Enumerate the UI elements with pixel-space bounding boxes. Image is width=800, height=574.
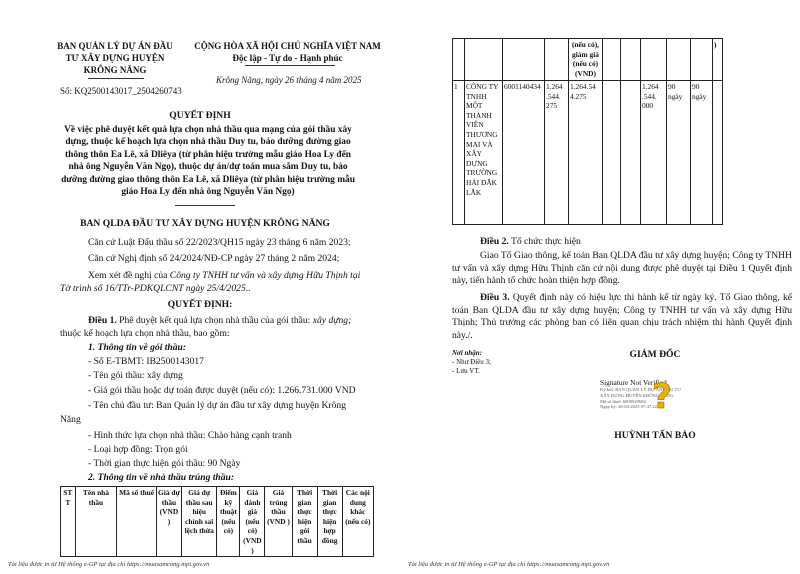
article-2-body: Giao Tổ Giao thông, kế toán Ban QLDA đầu tư xây dựng huyện; Công ty TNHH tư vấn và xây dựng Hữu Thịnh căn cứ nội dung được phê duyệt tại Điều 1 Quyết định này, tiến hành tổ chức hoàn thiện hợp đồng. — [452, 250, 792, 287]
cell-contract-duration: 90 ngày — [691, 81, 713, 225]
article-3-body: Quyết định này có hiệu lực thi hành kể từ ngày ký. Tổ Giao thông, kế toán Ban QLDA đầu tư xây dựng huyện; Công ty TNHH tư vấn và xây dựng Hữu Thịnh; Thủ trưởng các phòng ban có liên quan chịu trách nhiệm thi hành Quyết định này./. — [452, 292, 793, 341]
national-header — [180, 40, 395, 64]
legal-basis-1: Căn cứ Luật Đấu thầu số 22/2023/QH15 ngày 23 tháng 6 năm 2023; — [88, 237, 351, 248]
place-date: Krông Năng, ngày 26 tháng 4 năm 2025 — [216, 75, 362, 85]
issuing-authority: BAN QLDA ĐẦU TƯ XÂY DỰNG HUYỆN KRÔNG NĂNG — [80, 218, 330, 229]
contract-type: - Loại hợp đồng: Trọn gói — [88, 444, 188, 455]
cell-contractor-name: CÔNG TY TNHH MỘT THÀNH VIÊN THƯƠNG MẠI VÀ XÂY DỰNG TRƯỜNG HẢI ĐẮK LẮK — [465, 81, 503, 225]
cell-package-duration: 90 ngày — [667, 81, 691, 225]
signature-line: Ký bởi: BAN QUẢN LÝ DỰ ÁN ĐẦU TƯ — [600, 387, 681, 392]
recipient-1: - Như Điều 3; — [452, 358, 491, 366]
header-tail-cell — [641, 39, 667, 81]
right-footer: Tài liệu được in từ Hệ thống e-GP tại địa chỉ https://muasamcong.mpi.gov.vn — [408, 561, 610, 568]
cell-bid-price: 1.264 .544. 275 — [545, 81, 569, 225]
table-header-tail-row — [453, 39, 723, 81]
legal-basis-3 — [60, 270, 400, 295]
article-1-label: Điều 1. — [88, 315, 117, 326]
subject-line: thông thôn Ea Lê, xã Dliêya (từ phân hiệu trường mẫu giáo Hoa Ly đến — [64, 149, 351, 160]
col-corrected-price: Giá dự thầu sau hiệu chỉnh sai lệch thừa — [181, 487, 216, 557]
header-tail-cell — [503, 39, 545, 81]
basis3-submission: Tờ trình số 16/TTr-PDKQLCNT ngày 25/4/2025 — [60, 282, 246, 294]
selection-method: - Hình thức lựa chọn nhà thầu: Chào hàng cạnh tranh — [88, 430, 292, 441]
header-tail-cell — [465, 39, 503, 81]
signature-line: Mã số thuế: 6000929684 — [600, 398, 646, 404]
section-package-info: 1. Thông tin về gói thầu: — [88, 342, 187, 353]
col-stt: ST T — [61, 487, 76, 557]
recipient-2: - Lưu VT. — [452, 367, 480, 375]
subject-underline — [175, 205, 235, 206]
decision-subject — [58, 124, 358, 198]
header-tail-cell — [621, 39, 641, 81]
article-3-label: Điều 3. — [480, 292, 510, 303]
subject-line: giáo Hoa Ly đến nhà ông Nguyễn Văn Ngọ) — [121, 187, 295, 198]
table-row — [453, 81, 723, 225]
cell-evaluated-price — [621, 81, 641, 225]
header-tail-cell — [453, 39, 465, 81]
investor-name-cont: Năng — [60, 414, 81, 425]
cell-technical-score — [603, 81, 621, 225]
article-1-text: Phê duyệt kết quả lựa chọn nhà thầu của gói thầu: — [116, 315, 313, 326]
col-bid-price: Giá dự thầu (VND ) — [156, 487, 181, 557]
investor-name: - Tên chủ đầu tư: Ban Quản lý dự án đầu tư xây dựng huyện Krông — [88, 400, 347, 411]
subject-line: dựng, thuộc kế hoạch lựa chọn nhà thầu Duy tu, bảo dưỡng đường giao — [65, 137, 351, 148]
col-other: Các nội dung khác (nếu có) — [342, 487, 373, 557]
package-name: - Tên gói thầu: xây dựng — [88, 370, 183, 381]
signature-line: Ngày ký: 26-04-2025 07:47:22 — [600, 404, 658, 410]
col-technical-score: Điểm kỹ thuật (nếu có) — [217, 487, 240, 557]
cell-tax-code: 6001140434 — [503, 81, 545, 225]
basis3-prefix: Xem xét đề nghị của — [88, 270, 170, 281]
cell-stt: 1 — [453, 81, 465, 225]
cell-corrected-price: 1.264.54 4.275 — [569, 81, 603, 225]
winner-table-header — [60, 486, 374, 557]
article-1-line2: thuộc kế hoạch lựa chọn nhà thầu, bao gồm: — [60, 327, 230, 339]
country-name: CỘNG HÒA XÃ HỘI CHỦ NGHĨA VIỆT NAM — [194, 41, 381, 51]
org-underline — [88, 78, 144, 79]
col-contractor-name: Tên nhà thầu — [75, 487, 117, 557]
issuing-org — [50, 40, 180, 76]
signer-title: GIÁM ĐỐC — [629, 349, 681, 360]
article-3 — [452, 292, 792, 342]
digital-signature-stamp — [600, 378, 720, 412]
right-page — [400, 0, 800, 574]
header-tail-cell: (nếu có), giảm giá (nếu có) (VND) — [569, 39, 603, 81]
subject-line: Về việc phê duyệt kết quả lựa chọn nhà thầu qua mạng của gói thầu xây — [64, 125, 352, 135]
signature-line: XÂY DỰNG HUYỆN KRÔNG NĂNG — [600, 392, 674, 398]
header-tail-cell — [691, 39, 713, 81]
article-2-heading — [480, 236, 780, 249]
article-1-package: xây dựng; — [312, 315, 352, 326]
section-winner-info: 2. Thông tin về nhà thầu trúng thầu: — [88, 472, 235, 483]
org-line-3: KRÔNG NĂNG — [83, 65, 147, 75]
winner-table-continued — [452, 38, 723, 225]
legal-basis-2: Căn cứ Nghị định số 24/2024/NĐ-CP ngày 27 tháng 2 năm 2024; — [88, 253, 340, 264]
header-tail-cell — [545, 39, 569, 81]
org-line-1: BAN QUẢN LÝ DỰ ÁN ĐẦU — [57, 41, 173, 51]
basis3-company: Công ty TNHH tư vấn và xây dựng Hữu Thịnh tại — [169, 270, 361, 281]
cell-other — [713, 81, 723, 225]
left-footer: Tài liệu được in từ Hệ thống e-GP tại địa chỉ https://muasamcong.mpi.gov.vn — [8, 561, 210, 568]
signature-question-icon — [642, 374, 682, 414]
signature-status: Signature Not Verified — [600, 378, 667, 387]
article-2-title: Tổ chức thực hiện — [508, 236, 581, 247]
header-tail-cell: ) — [713, 39, 723, 81]
col-evaluated-price: Giá đánh giá (nếu có) (VND ) — [240, 487, 265, 557]
decide-heading: QUYẾT ĐỊNH: — [167, 299, 233, 310]
package-price: - Giá gói thầu hoặc dự toán được duyệt (nếu có): 1.266.731.000 VND — [88, 385, 356, 396]
subject-line: dưỡng đường giao thông thôn Ea Lê, xã Dliêya (từ phân hiệu trường mẫu — [61, 174, 355, 185]
subject-line: nhà ông Nguyễn Văn Ngọ), thuộc dự án/dự toán mua sắm Duy tu, bảo — [68, 162, 348, 173]
col-tax-code: Mã số thuế — [117, 487, 157, 557]
motto: Độc lập - Tự do - Hạnh phúc — [232, 53, 343, 63]
document-number: Số: KQ2500143017_2504260743 — [60, 86, 182, 96]
header-tail-cell — [667, 39, 691, 81]
article-2-label: Điều 2. — [480, 236, 509, 247]
recipients-label: Nơi nhận: — [452, 349, 483, 357]
article-1 — [60, 315, 400, 340]
col-winning-price: Giá trúng thầu (VND ) — [265, 487, 292, 557]
motto-underline — [245, 65, 335, 66]
col-contract-duration: Thời gian thực hiện hợp đồng — [317, 487, 342, 557]
execution-time: - Thời gian thực hiện gói thầu: 90 Ngày — [88, 458, 241, 469]
basis3-end: .. — [245, 282, 251, 294]
signer-name: HUỲNH TẤN BẢO — [614, 430, 696, 441]
svg-text:?: ? — [652, 377, 672, 414]
header-tail-cell — [603, 39, 621, 81]
decision-title: QUYẾT ĐỊNH — [169, 110, 231, 121]
tbmt-number: - Số E-TBMT: IB2500143017 — [88, 356, 204, 367]
col-package-duration: Thời gian thực hiện gói thầu — [292, 487, 317, 557]
org-line-2: TƯ XÂY DỰNG HUYỆN — [65, 53, 165, 63]
table-header-row — [61, 487, 374, 557]
cell-winning-price: 1.264 .544. 000 — [641, 81, 667, 225]
